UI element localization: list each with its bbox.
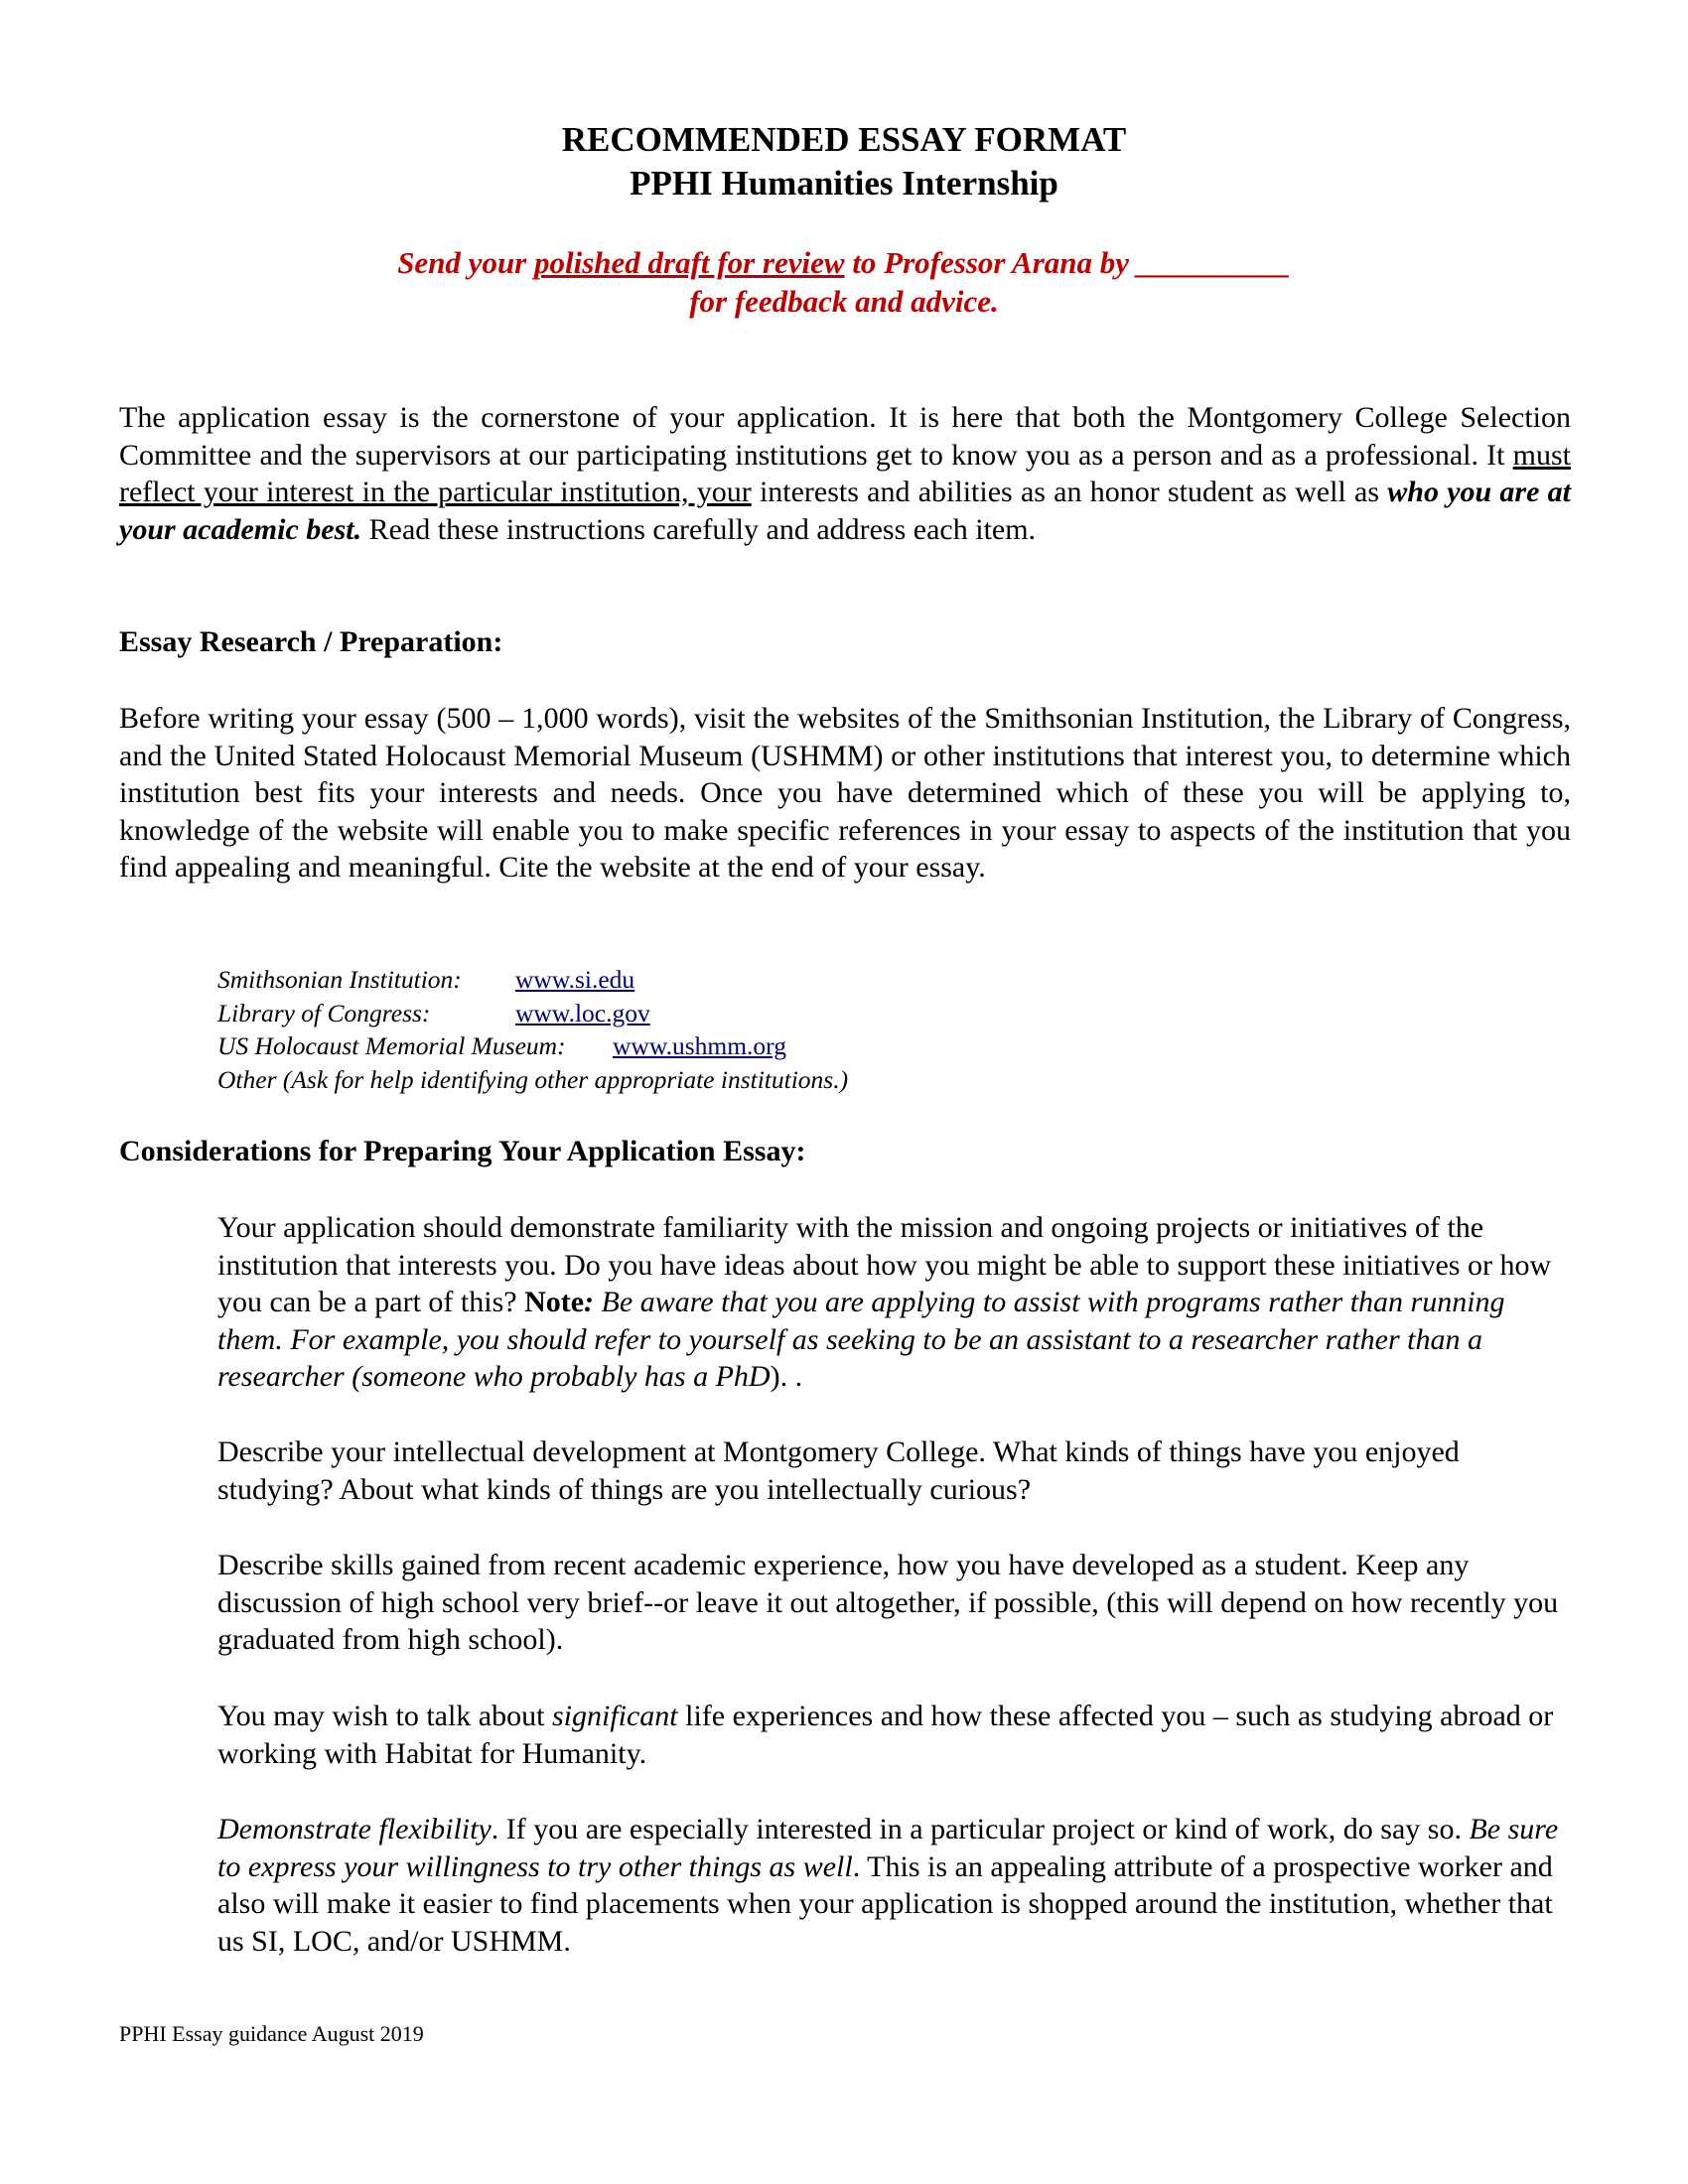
considerations-heading: Considerations for Preparing Your Application Essay:: [119, 1135, 806, 1167]
intro-paragraph: The application essay is the cornerstone of your application. It is here that both the Montgomery College Selection Committee and the supervisors at our participating institutions get to know you as a person and as a professional. It must reflect your interest in the particular institution, your interests and abilities as an honor student as well as who you are at your academic best. Read these instructions carefully and address each item.: [119, 401, 1572, 546]
loc-link[interactable]: www.loc.gov: [515, 998, 650, 1027]
link-row-ushmm: US Holocaust Memorial Museum: www.ushmm.org: [217, 1029, 1210, 1063]
deadline-blank: __________: [1136, 245, 1291, 280]
review-notice-line1: Send your polished draft for review to Professor Arana by __________: [397, 245, 1291, 280]
polished-draft-phrase: polished draft for review: [534, 245, 845, 280]
consideration-item-1: Your application should demonstrate familiarity with the mission and ongoing projects or initiatives of the institution that interests you. Do you have ideas about how you might be able to support these initiatives or how you can be a part of this? Note: Be aware that you are applying to assist with programs rather than running them. For example, you should refer to yourself as seeking to be an assistant to a researcher rather than a researcher (someone who probably has a PhD). .: [217, 1211, 1552, 1394]
research-paragraph: Before writing your essay (500 – 1,000 words), visit the websites of the Smithsonian Institution, the Library of Congress, and the United Stated Holocaust Memorial Museum (USHMM) or other institutions that interest you, to determine which institution best fits your interests and needs. Once you have determined which of these you will be applying to, knowledge of the website will enable you to make specific references in your essay to aspects of the institution that you find appealing and meaningful. Cite the website at the end of your essay.: [119, 702, 1571, 885]
consideration-item-2: Describe your intellectual development at Montgomery College. What kinds of things have you enjoyed studying? About what kinds of things are you intellectually curious?: [217, 1435, 1460, 1506]
page-footer: PPHI Essay guidance August 2019: [119, 2021, 424, 2046]
consideration-item-3: Describe skills gained from recent academic experience, how you have developed as a student. Keep any discussion of high school very brief--or leave it out altogether, if possible, (this will depend on how recently you graduated from high school).: [217, 1549, 1559, 1657]
smithsonian-link[interactable]: www.si.edu: [515, 965, 635, 994]
link-row-loc: Library of Congress: www.loc.gov: [217, 997, 1210, 1030]
research-heading: Essay Research / Preparation:: [119, 625, 503, 658]
review-notice-line2: for feedback and advice.: [689, 284, 999, 319]
intro-underlined-phrase: must reflect your interest in the particular institution, your: [119, 438, 1571, 509]
ushmm-link[interactable]: www.ushmm.org: [613, 1031, 786, 1060]
intro-emphasis: who you are at your academic best.: [119, 476, 1572, 546]
consideration-item-5: Demonstrate flexibility. If you are especially interested in a particular project or kind of work, do say so. Be sure to express your willingness to try other things as well. This is an appealing attribute of a prospective worker and also will make it easier to find placements when your application is shopped around the institution, whether that us SI, LOC, and/or USHMM.: [217, 1813, 1559, 1958]
document-title: RECOMMENDED ESSAY FORMAT: [561, 120, 1127, 159]
link-row-smithsonian: Smithsonian Institution: www.si.edu: [217, 963, 1210, 997]
document-subtitle: PPHI Humanities Internship: [630, 164, 1058, 203]
link-row-other: Other (Ask for help identifying other appropriate institutions.): [217, 1064, 849, 1094]
institution-links-list: [217, 963, 1210, 1096]
consideration-item-4: You may wish to talk about significant life experiences and how these affected you – such as studying abroad or working with Habitat for Humanity.: [217, 1700, 1554, 1770]
